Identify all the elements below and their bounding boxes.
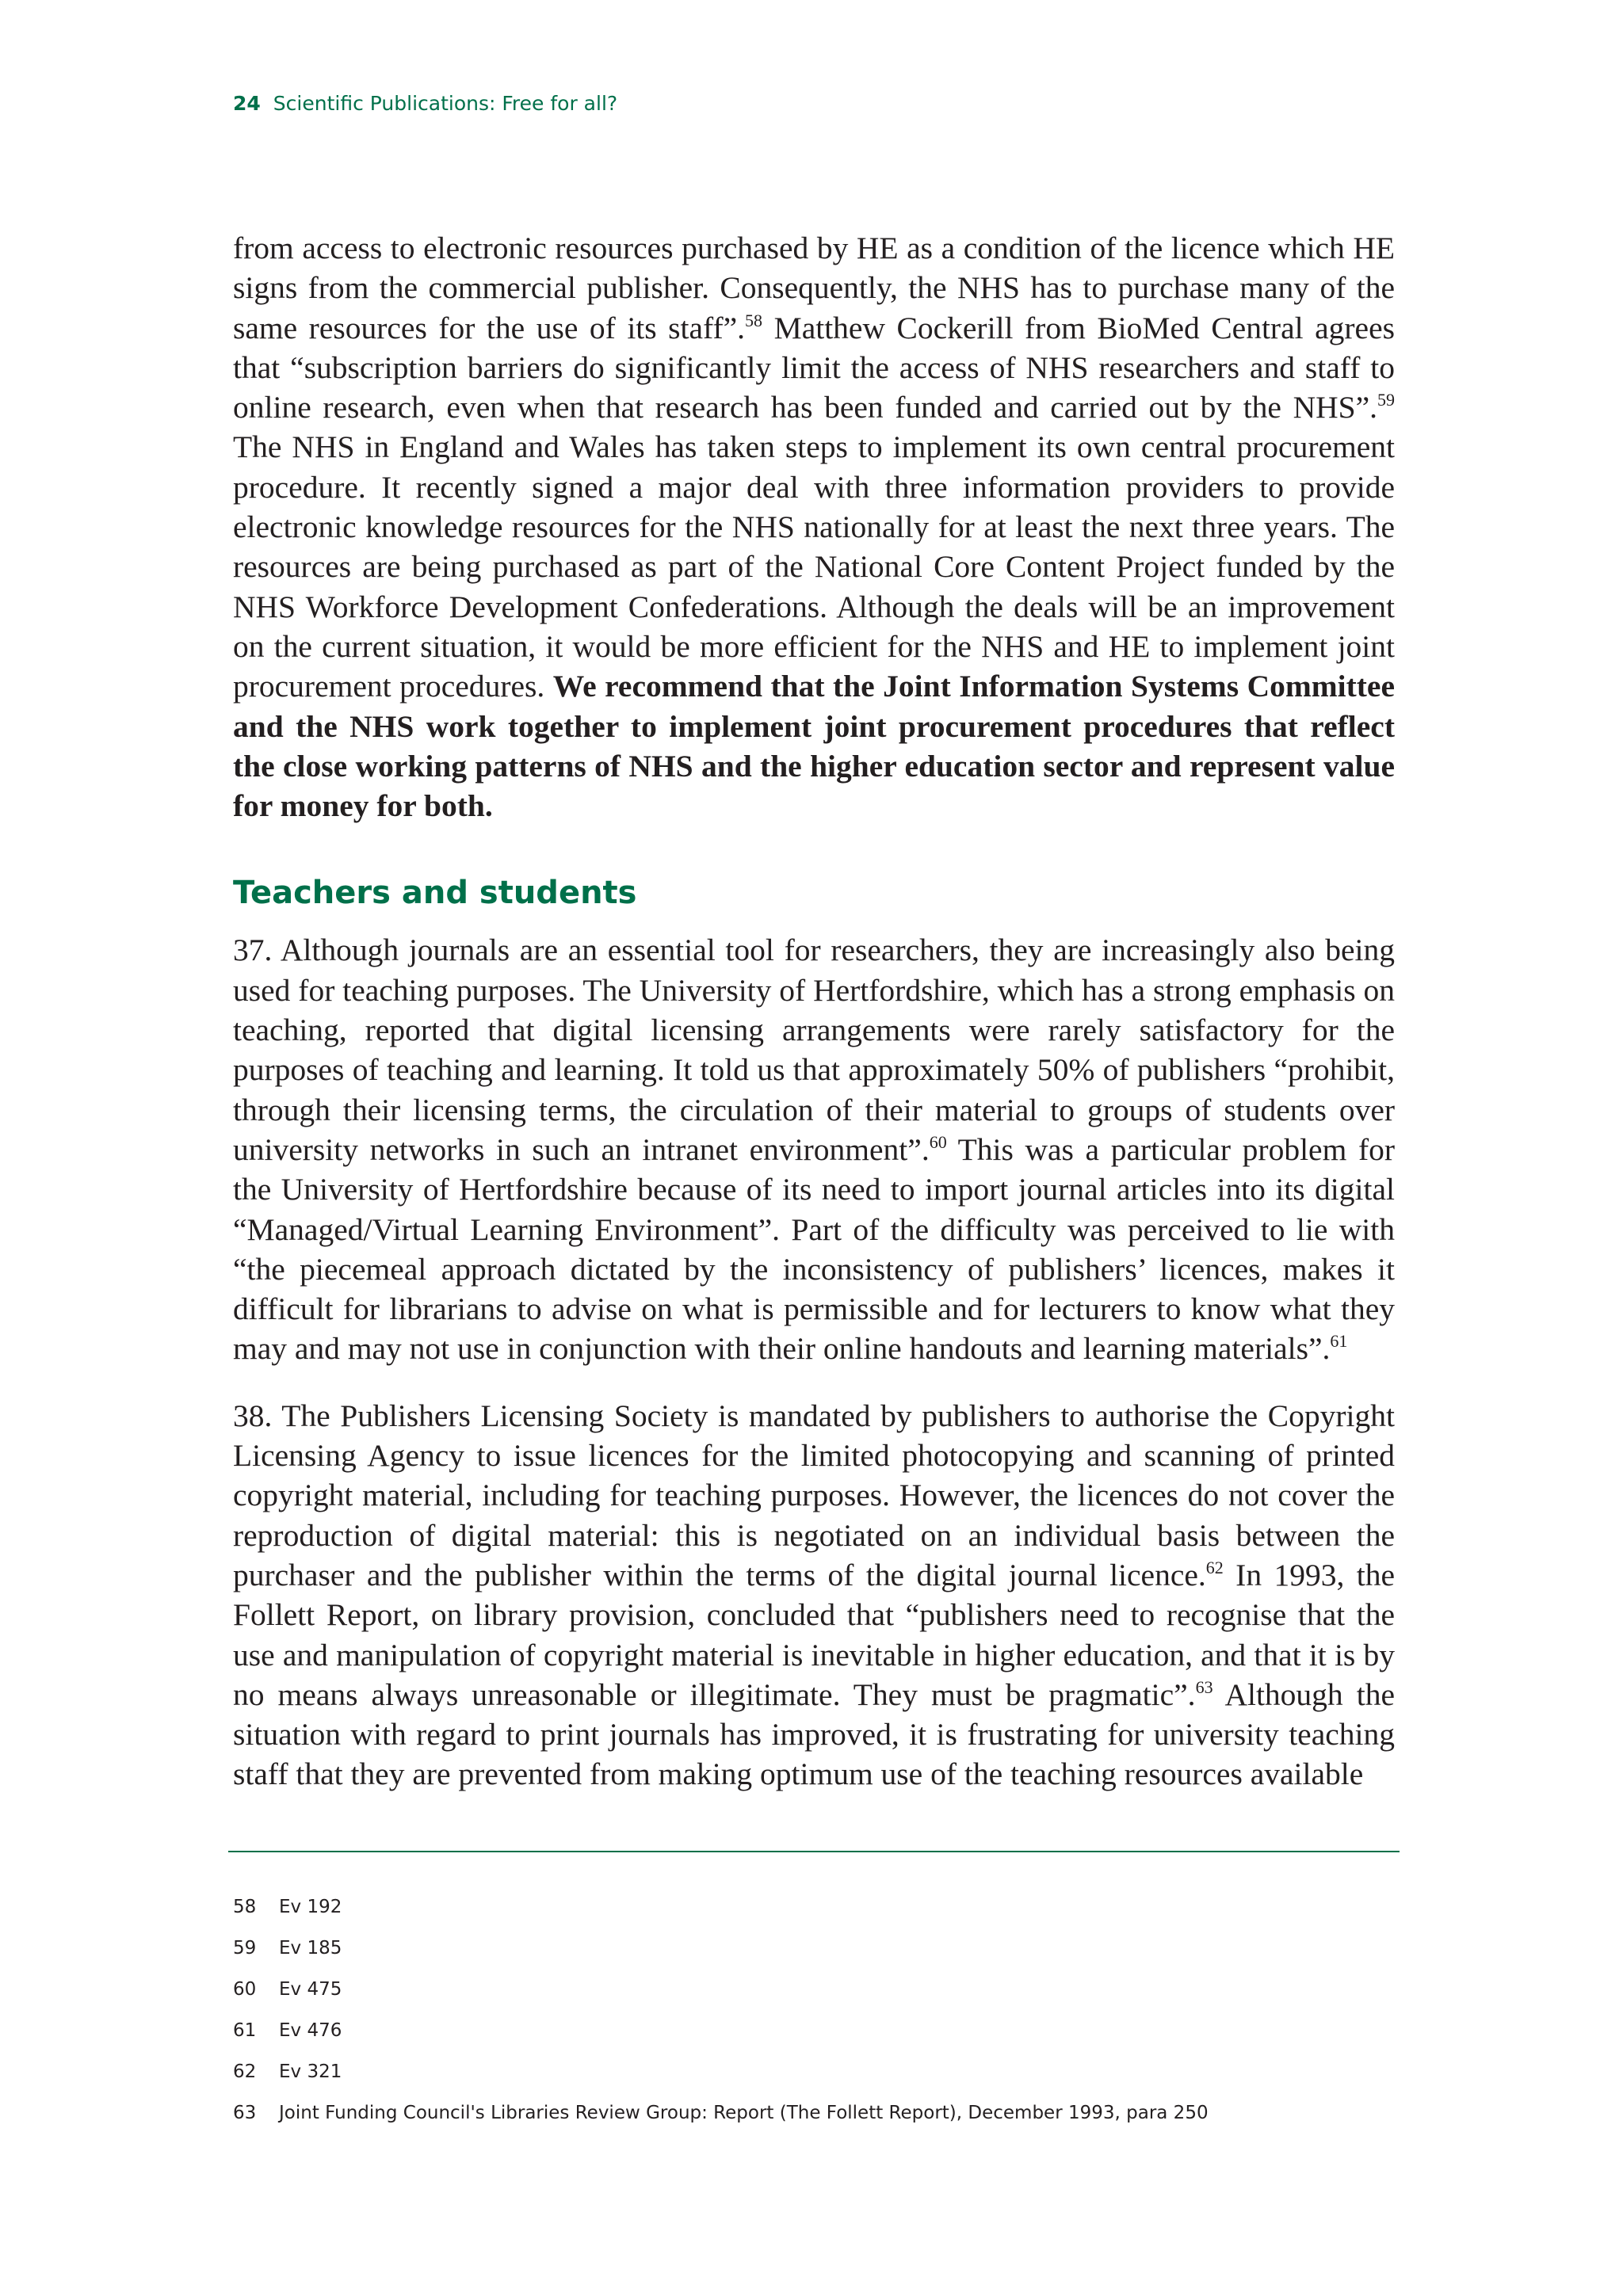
text-run: In 1993, the Follett Report, on library provision, concluded that “publishers need to recognise that the use and manipulation of copyright material is inevitable in higher education, and that it is by no means always unreasonable or illegitimate. They must be pragmatic”. [233, 1557, 1395, 1712]
footnote-item [233, 2101, 1209, 2142]
footnote-item [233, 1936, 1209, 1978]
footnote-ref-63[interactable]: 63 [1195, 1676, 1213, 1697]
paragraph-38 [233, 1396, 1395, 1794]
recommendation-text: We recommend that the Joint Information Systems Committee and the NHS work together to implement joint procurement procedures that reflect the close working patterns of NHS and the higher education sector and represent value for money for both. [233, 669, 1395, 824]
footnote-item [233, 2019, 1209, 2060]
footnote-number: 58 [233, 1897, 257, 1917]
footnote-number: 59 [233, 1938, 257, 1958]
section-heading: Teachers and students [233, 875, 637, 912]
text-run: Although the situation with regard to print journals has improved, it is frustrating for university teaching staff that they are prevented from making optimum use of the teaching resources available [233, 1676, 1395, 1792]
text-run: Matthew Cockerill from BioMed Central agrees that “subscription barriers do significantly limit the access of NHS researchers and staff to online research, even when that research has been funded and carried out by the NHS”. [233, 310, 1395, 425]
footnote-text: Ev 185 [279, 1938, 342, 1958]
footnote-number: 61 [233, 2020, 257, 2041]
footnote-ref-58[interactable]: 58 [745, 310, 763, 330]
footnote-ref-61[interactable]: 61 [1330, 1331, 1348, 1352]
text-run: This was a particular problem for the University of Hertfordshire because of its need to import journal articles into its digital “Managed/Virtual Learning Environment”. Part of the difficulty was perceived to lie with “the piecemeal approach dictated by the inconsistency of publishers’ licences, makes it difficult for librarians to advise on what is permissible and for lecturers to know what they may and may not use in conjunction with their online handouts and learning materials”. [233, 1131, 1395, 1367]
footnote-ref-60[interactable]: 60 [929, 1131, 947, 1152]
text-run: The NHS in England and Wales has taken steps to implement its own central procurement procedure. It recently signed a major deal with three information providers to provide electronic knowledge resources for the NHS nationally for at least the next three years. The resources are being purchased as part of the National Core Content Project funded by the NHS Workforce Development Confederations. Although the deals will be an improvement on the current situation, it would be more efficient for the NHS and HE to implement joint procurement procedures. [233, 429, 1395, 704]
footnote-divider [228, 1851, 1400, 1852]
text-run: 38. The Publishers Licensing Society is mandated by publishers to authorise the Copyright Licensing Agency to issue licences for the limited photocopying and scanning of printed copyright material, including for teaching purposes. However, the licences do not cover the reproduction of digital material: this is negotiated on an individual basis between the purchaser and the publisher within the terms of the digital journal licence. [233, 1398, 1395, 1592]
paragraph-continued [233, 228, 1395, 826]
footnote-text: Ev 475 [279, 1979, 342, 2000]
main-text [233, 228, 1395, 1794]
running-title: Scientific Publications: Free for all? [273, 92, 618, 115]
footnote-number: 63 [233, 2103, 257, 2123]
footnote-item [233, 1978, 1209, 2019]
text-run: 37. Although journals are an essential tool for researchers, they are increasingly also being used for teaching purposes. The University of Hertfordshire, which has a strong emphasis on teaching, reported that digital licensing arrangements were rarely satisfactory for the purposes of teaching and learning. It told us that approximately 50% of publishers “prohibit, through their licensing terms, the circulation of their material to groups of students over university networks in such an intranet environment”. [233, 933, 1395, 1167]
footnotes-list [233, 1895, 1209, 2142]
text-run: from access to electronic resources purchased by HE as a condition of the licence which HE signs from the commercial publisher. Consequently, the NHS has to purchase many of the same resources for the use of its staff”. [233, 231, 1395, 345]
footnote-text: Ev 476 [279, 2020, 342, 2041]
running-header [233, 92, 617, 115]
page-number: 24 [233, 92, 261, 115]
footnote-item [233, 1895, 1209, 1936]
footnote-ref-62[interactable]: 62 [1205, 1557, 1224, 1577]
footnote-number: 62 [233, 2061, 257, 2082]
footnote-text: Ev 321 [279, 2061, 342, 2082]
footnote-text: Ev 192 [279, 1897, 342, 1917]
footnote-number: 60 [233, 1979, 257, 2000]
footnote-ref-59[interactable]: 59 [1377, 390, 1395, 410]
footnote-item [233, 2060, 1209, 2101]
paragraph-37 [233, 930, 1395, 1368]
footnote-text: Joint Funding Council's Libraries Review Group: Report (The Follett Report), December 1993, para 250 [279, 2103, 1209, 2123]
